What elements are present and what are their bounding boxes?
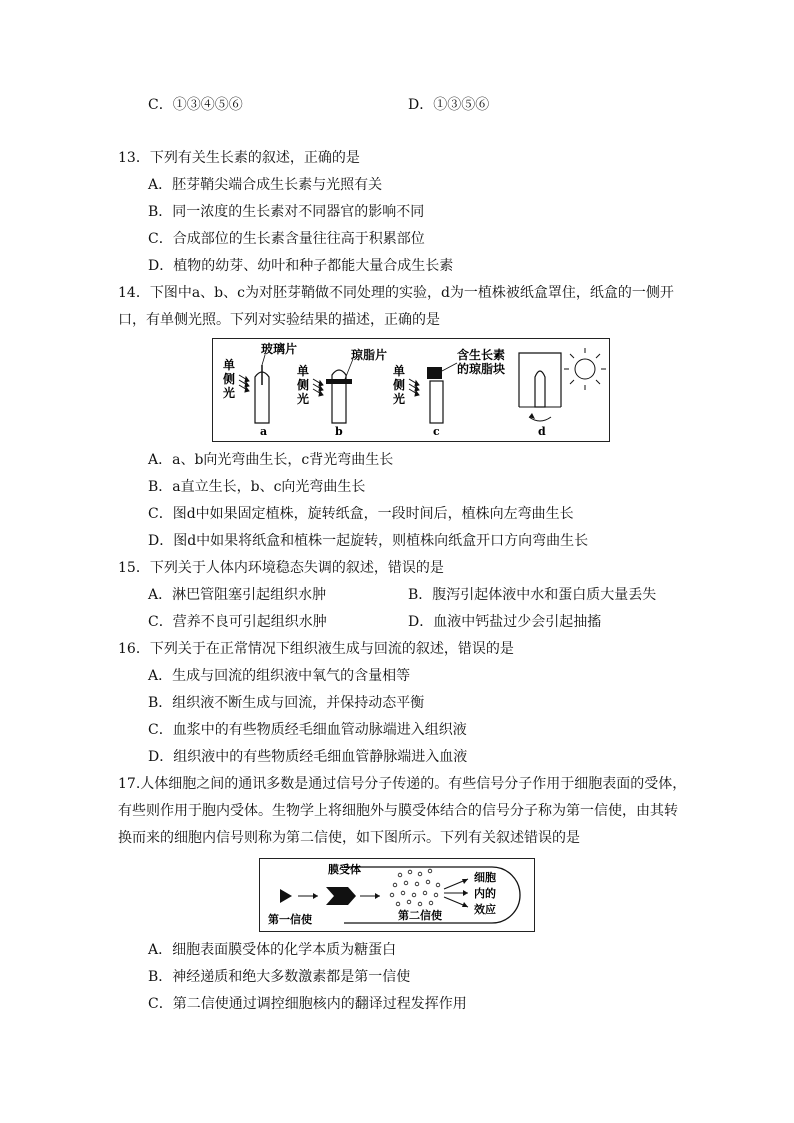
effect-label-2: 内的 <box>474 887 496 900</box>
label-b: b <box>335 425 343 438</box>
q17-figure-svg <box>260 859 534 931</box>
q15-option-b: B．腹泻引起体液中水和蛋白质大量丢失 <box>408 587 657 603</box>
q15-option-c: C．营养不良可引起组织水肿 <box>148 614 327 630</box>
light-arrows-b <box>313 379 323 396</box>
label-d: d <box>538 425 546 438</box>
agar-label: 琼脂片 <box>351 348 388 362</box>
q14-stem-line2: 口，有单侧光照。下列对实验结果的描述，正确的是 <box>118 312 440 328</box>
q14-option-b: B．a直立生长，b、c向光弯曲生长 <box>148 479 366 495</box>
second-messenger-dots <box>390 869 440 906</box>
q16-option-a: A．生成与回流的组织液中氧气的含量相等 <box>148 668 411 684</box>
effect-label-1: 细胞 <box>474 871 496 884</box>
q17-option-c: C．第二信使通过调控细胞核内的翻译过程发挥作用 <box>148 996 467 1012</box>
label-c: c <box>433 425 440 438</box>
q17-option-b: B．神经递质和绝大多数激素都是第一信使 <box>148 969 411 985</box>
membrane-receptor-icon <box>326 887 356 905</box>
svg-text:侧: 侧 <box>223 372 236 386</box>
arrowhead-2 <box>375 893 380 899</box>
q13-option-a: A．胚芽鞘尖端合成生长素与光照有关 <box>148 177 383 193</box>
auxin-label-2: 的琼脂块 <box>457 362 506 376</box>
light-label-a <box>222 357 235 400</box>
q13-option-d: D．植物的幼芽、幼叶和种子都能大量合成生长素 <box>148 258 454 274</box>
q13-stem: 13．下列有关生长素的叙述，正确的是 <box>118 150 360 166</box>
q16-stem: 16．下列关于在正常情况下组织液生成与回流的叙述，错误的是 <box>118 641 514 657</box>
q16-option-b: B．组织液不断生成与回流，并保持动态平衡 <box>148 695 425 711</box>
light-arrows-c <box>409 379 419 396</box>
auxin-label-1: 含生长素 <box>457 348 506 362</box>
sun-icon <box>564 348 606 390</box>
q17-stem-line1: 17.人体细胞之间的通讯多数是通过信号分子传递的。有些信号分子作用于细胞表面的受体， <box>118 776 687 792</box>
glass-label: 玻璃片 <box>261 342 298 356</box>
q14-figure-svg <box>213 339 609 441</box>
q16-option-c: C．血浆中的有些物质经毛细血管动脉端进入组织液 <box>148 722 467 738</box>
svg-text:单: 单 <box>393 364 406 378</box>
svg-text:光: 光 <box>393 392 406 406</box>
q15-stem: 15．下列关于人体内环境稳态失调的叙述，错误的是 <box>118 560 444 576</box>
q17-figure <box>259 858 535 932</box>
auxin-pointer <box>442 363 457 371</box>
q14-option-a: A．a、b向光弯曲生长，c背光弯曲生长 <box>148 452 394 468</box>
q15-option-d: D．血液中钙盐过少会引起抽搐 <box>408 614 602 630</box>
q13-option-c: C．合成部位的生长素含量往往高于积累部位 <box>148 231 425 247</box>
plant-d <box>535 371 545 407</box>
agar-pointer <box>345 359 353 379</box>
svg-text:侧: 侧 <box>393 378 406 392</box>
svg-text:单: 单 <box>297 364 310 378</box>
svg-text:侧: 侧 <box>297 378 310 392</box>
label-a: a <box>260 425 268 438</box>
first-messenger-icon <box>280 889 292 903</box>
light-label-b <box>296 363 309 406</box>
second-messenger-label: 第二信使 <box>398 909 442 922</box>
auxin-agar-block <box>427 367 442 379</box>
agar-sheet-b <box>326 379 352 384</box>
svg-text:单: 单 <box>223 358 236 372</box>
effect-label-3: 效应 <box>474 903 496 916</box>
q12-option-c: C．①③④⑤⑥ <box>148 97 243 113</box>
q14-figure <box>212 338 610 442</box>
coleoptile-c-cut <box>430 381 443 423</box>
glass-pointer <box>262 355 265 365</box>
coleoptile-b <box>332 370 346 423</box>
first-messenger-label: 第一信使 <box>268 913 312 926</box>
q16-option-d: D．组织液中的有些物质经毛细血管静脉端进入血液 <box>148 749 468 765</box>
q14-option-d: D．图d中如果将纸盒和植株一起旋转，则植株向纸盒开口方向弯曲生长 <box>148 533 589 549</box>
light-arrows-a <box>239 375 249 392</box>
q12-option-d: D．①③⑤⑥ <box>408 97 490 113</box>
q14-stem-line1: 14．下图中a、b、c为对胚芽鞘做不同处理的实验，d为一植株被纸盒罩住，纸盒的一侧开 <box>118 285 674 301</box>
receptor-label: 膜受体 <box>328 863 361 876</box>
q15-option-a: A．淋巴管阻塞引起组织水肿 <box>148 587 327 603</box>
q17-option-a: A．细胞表面膜受体的化学本质为糖蛋白 <box>148 942 397 958</box>
q14-option-c: C．图d中如果固定植株，旋转纸盒，一段时间后，植株向左弯曲生长 <box>148 506 574 522</box>
light-label-c <box>392 363 405 406</box>
q13-option-b: B．同一浓度的生长素对不同器官的影响不同 <box>148 204 425 220</box>
arrowhead-1 <box>313 893 318 899</box>
q17-stem-line3: 换而来的细胞内信号则称为第二信使，如下图所示。下列有关叙述错误的是 <box>118 830 580 846</box>
q17-stem-line2: 有些则作用于胞内受体。生物学上将细胞外与膜受体结合的信号分子称为第一信使，由其转 <box>118 803 678 819</box>
svg-text:光: 光 <box>297 392 310 406</box>
svg-text:光: 光 <box>223 386 236 400</box>
